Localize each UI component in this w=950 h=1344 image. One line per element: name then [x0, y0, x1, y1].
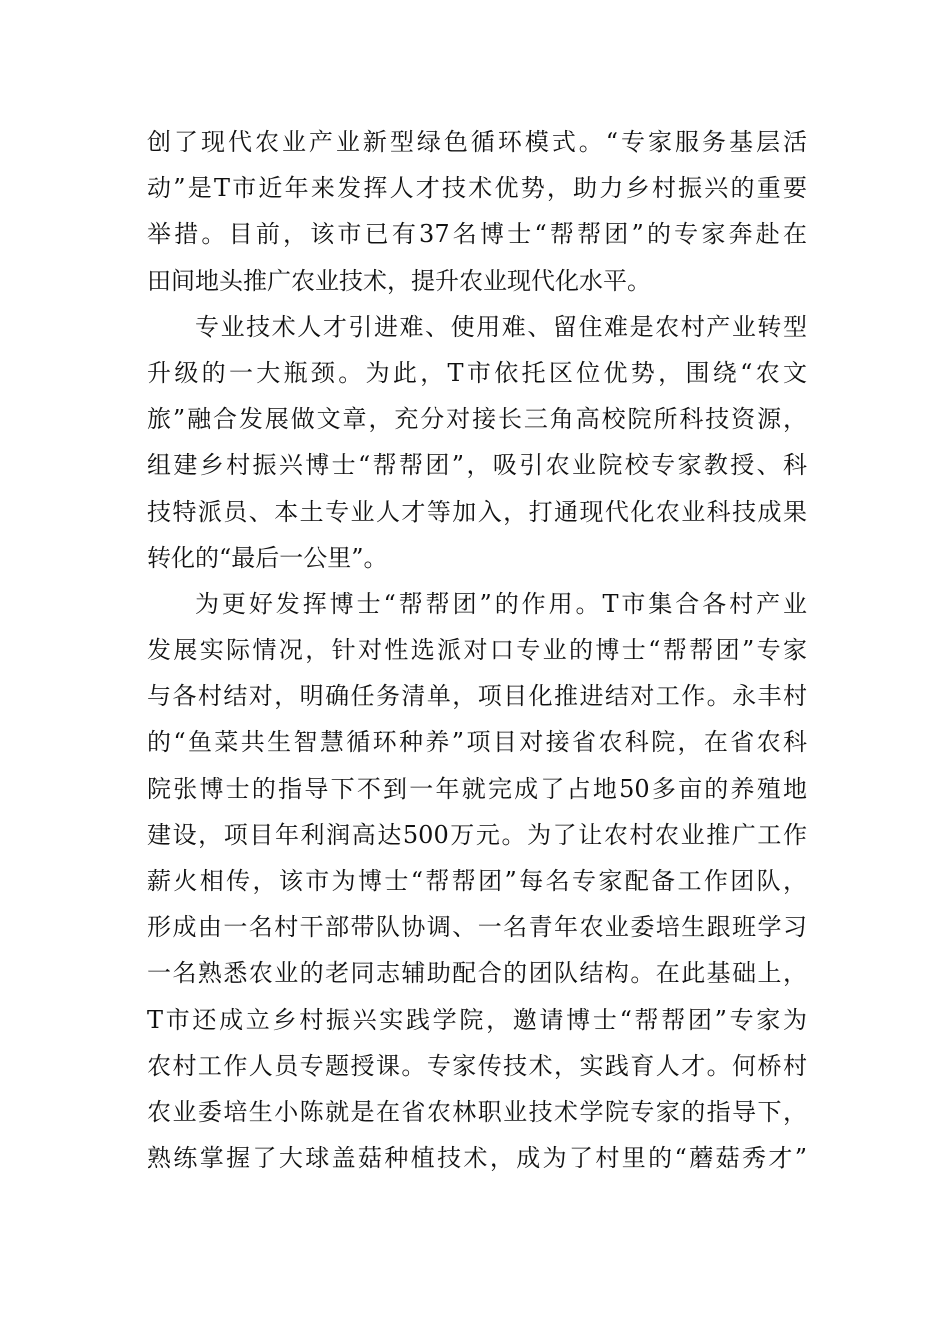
text-line: 专业技术人才引进难、使用难、留住难是农村产业转型: [195, 312, 807, 341]
text-line: 为更好发挥博士“帮帮团”的作用。T市集合各村产业: [195, 589, 807, 618]
text-line: 旅”融合发展做文章，充分对接长三角高校院所科技资源，: [147, 405, 807, 434]
text-line: 举措。目前，该市已有37名博士“帮帮团”的专家奔赴在: [147, 220, 807, 249]
text-line: 农业委培生小陈就是在省农林职业技术学院专家的指导下，: [147, 1097, 807, 1126]
text-line: 升级的一大瓶颈。为此，T市依托区位优势，围绕“农文: [147, 358, 807, 387]
text-line: 熟练掌握了大球盖菇种植技术，成为了村里的“蘑菇秀才”: [147, 1144, 807, 1173]
paragraph-3: [147, 581, 807, 1181]
text-line: 田间地头推广农业技术，提升农业现代化水平。: [147, 266, 651, 295]
text-line: 薪火相传，该市为博士“帮帮团”每名专家配备工作团队，: [147, 867, 807, 895]
paragraph-2: [147, 304, 807, 581]
text-line: 与各村结对，明确任务清单，项目化推进结对工作。永丰村: [147, 682, 807, 711]
text-line: 院张博士的指导下不到一年就完成了占地50多亩的养殖地: [147, 774, 807, 803]
text-line: 形成由一名村干部带队协调、一名青年农业委培生跟班学习: [147, 913, 807, 942]
text-line: 组建乡村振兴博士“帮帮团”，吸引农业院校专家教授、科: [147, 451, 807, 480]
text-line: 农村工作人员专题授课。专家传技术，实践育人才。何桥村: [147, 1051, 807, 1080]
text-line: 的“鱼菜共生智慧循环种养”项目对接省农科院，在省农科: [147, 728, 807, 757]
text-line: 建设，项目年利润高达500万元。为了让农村农业推广工作: [147, 820, 807, 849]
paragraph-1: [147, 119, 807, 304]
text-line: 技特派员、本土专业人才等加入，打通现代化农业科技成果: [147, 497, 807, 526]
text-line: 一名熟悉农业的老同志辅助配合的团队结构。在此基础上，: [147, 959, 807, 988]
body-text: [147, 119, 807, 1181]
text-line: 创了现代农业产业新型绿色循环模式。“专家服务基层活: [147, 128, 807, 156]
text-line: 动”是T市近年来发挥人才技术优势，助力乡村振兴的重要: [147, 174, 807, 203]
text-line: 转化的“最后一公里”。: [147, 543, 388, 572]
text-line: 发展实际情况，针对性选派对口专业的博士“帮帮团”专家: [147, 636, 807, 665]
text-line: T市还成立乡村振兴实践学院，邀请博士“帮帮团”专家为: [147, 1005, 807, 1034]
